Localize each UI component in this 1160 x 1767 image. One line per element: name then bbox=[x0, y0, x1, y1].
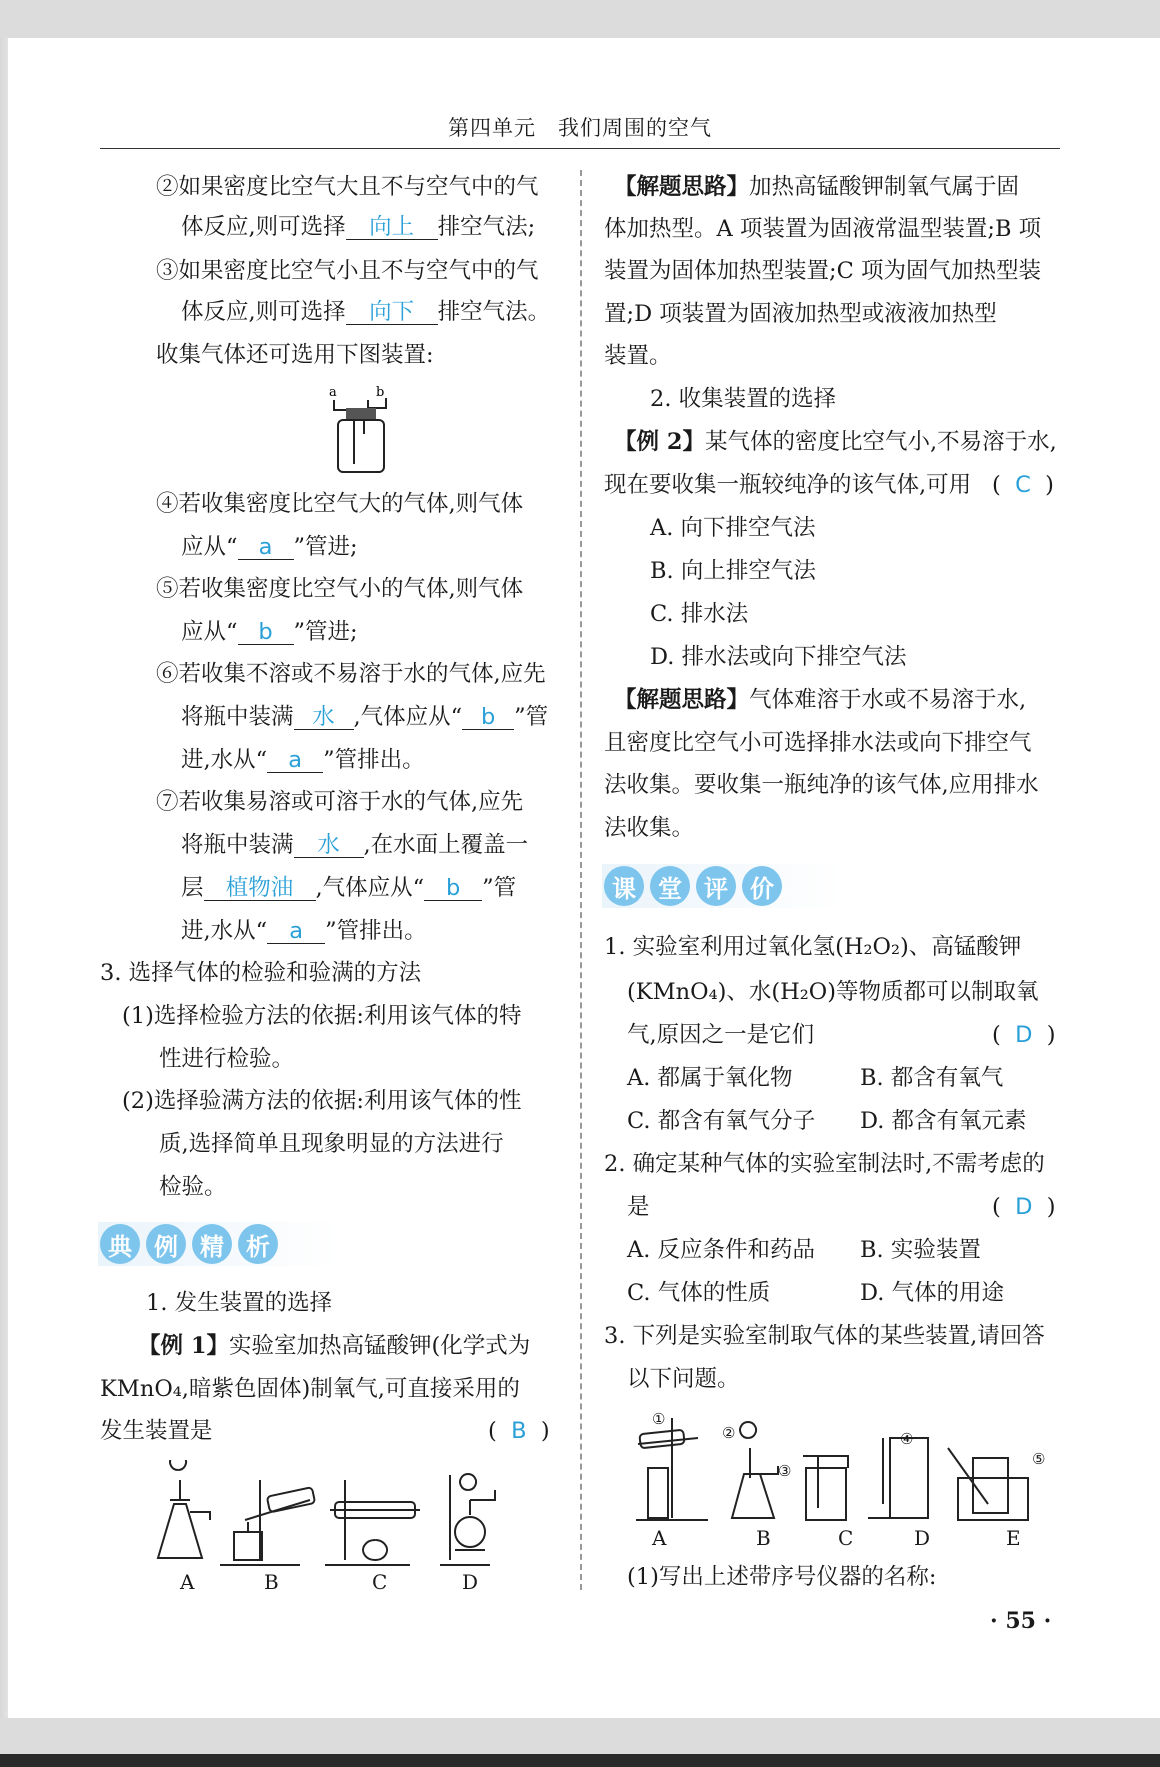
text-line: (1)选择检验方法的依据:利用该气体的特 bbox=[122, 1003, 522, 1029]
figure-label: C bbox=[838, 1526, 854, 1550]
text-line: ④若收集密度比空气大的气体,则气体 bbox=[156, 491, 524, 517]
answer-blank: a bbox=[267, 748, 323, 773]
text-line: 【例 1】实验室加热高锰酸钾(化学式为 bbox=[138, 1333, 531, 1359]
option: A. 向下排空气法 bbox=[650, 515, 816, 541]
text-line: 质,选择简单且现象明显的方法进行 bbox=[159, 1131, 504, 1157]
text-line: 【例 2】某气体的密度比空气小,不易溶于水, bbox=[614, 429, 1057, 455]
option: D. 都含有氧元素 bbox=[860, 1108, 1027, 1134]
answer-blank: 向上 bbox=[346, 215, 438, 240]
figure-label: A bbox=[652, 1526, 667, 1550]
text-line: 进,水从“ a ”管排出。 bbox=[181, 918, 427, 944]
text-line: 发生装置是 bbox=[100, 1418, 213, 1444]
banner-char: 例 bbox=[146, 1224, 186, 1264]
page-header: 第四单元 我们周围的空气 bbox=[448, 116, 712, 140]
text-line: 将瓶中装满 水 ,在水面上覆盖一 bbox=[181, 832, 529, 858]
banner-char: 精 bbox=[192, 1224, 232, 1264]
text-line: 体反应,则可选择 向上 排空气法; bbox=[181, 214, 536, 240]
text-line: 性进行检验。 bbox=[159, 1046, 295, 1072]
banner-char: 评 bbox=[696, 866, 736, 906]
text-line: 法收集。 bbox=[604, 815, 695, 841]
text-line: 将瓶中装满 水 ,气体应从“ b ”管 bbox=[181, 704, 549, 730]
question-text: (1)写出上述带序号仪器的名称: bbox=[627, 1564, 937, 1590]
question-text: 以下问题。 bbox=[627, 1366, 740, 1392]
question-text: 2. 确定某种气体的实验室制法时,不需考虑的 bbox=[604, 1151, 1045, 1177]
figure-label: D bbox=[914, 1526, 931, 1550]
section-banner-examples bbox=[98, 1222, 338, 1266]
option: D. 气体的用途 bbox=[860, 1280, 1005, 1306]
text-line: 检验。 bbox=[159, 1174, 227, 1200]
apparatus-marker: ③ bbox=[778, 1462, 792, 1480]
banner-char: 析 bbox=[238, 1224, 278, 1264]
subsection-heading: 1. 发生装置的选择 bbox=[146, 1290, 333, 1316]
question-text: 3. 下列是实验室制取气体的某些装置,请回答 bbox=[604, 1323, 1045, 1349]
page-number: · 55 · bbox=[990, 1608, 1052, 1634]
lab-apparatus-figure bbox=[628, 1408, 1048, 1528]
figure-label: D bbox=[462, 1570, 479, 1594]
subsection-heading: 2. 收集装置的选择 bbox=[650, 386, 837, 412]
bottle-label-a: a bbox=[329, 385, 337, 400]
answer-paren: ( C ) bbox=[992, 472, 1054, 498]
text-line: ⑤若收集密度比空气小的气体,则气体 bbox=[156, 576, 524, 602]
gas-bottle-figure bbox=[320, 384, 400, 474]
banner-char: 价 bbox=[742, 866, 782, 906]
figure-label: B bbox=[756, 1526, 771, 1550]
banner-char: 典 bbox=[100, 1224, 140, 1264]
column-divider bbox=[580, 170, 582, 1590]
section-heading: 3. 选择气体的检验和验满的方法 bbox=[100, 960, 422, 986]
text-line: 装置。 bbox=[604, 343, 672, 369]
answer-blank: 水 bbox=[294, 833, 364, 858]
figure-label: E bbox=[1006, 1526, 1021, 1550]
figure-label: C bbox=[372, 1570, 388, 1594]
answer-paren: ( B ) bbox=[488, 1418, 550, 1444]
answer-blank: b bbox=[238, 620, 294, 645]
text-line: 法收集。要收集一瓶纯净的该气体,应用排水 bbox=[604, 772, 1039, 798]
generation-apparatus-figure bbox=[150, 1460, 510, 1570]
text-line: 【解题思路】气体难溶于水或不易溶于水, bbox=[614, 687, 1027, 713]
answer-paren: ( D ) bbox=[992, 1194, 1056, 1220]
banner-char: 堂 bbox=[650, 866, 690, 906]
answer-paren: ( D ) bbox=[992, 1022, 1056, 1048]
text-line: 应从“ b ”管进; bbox=[181, 619, 358, 645]
text-line: 收集气体还可选用下图装置: bbox=[156, 342, 434, 368]
text-line: 体加热型。A 项装置为固液常温型装置;B 项 bbox=[604, 216, 1042, 242]
section-banner-evaluation bbox=[602, 864, 842, 908]
answer-blank: b bbox=[424, 876, 482, 901]
option: D. 排水法或向下排空气法 bbox=[650, 644, 907, 670]
text-line: KMnO₄,暗紫色固体)制氧气,可直接采用的 bbox=[100, 1376, 520, 1402]
answer-blank: 植物油 bbox=[204, 876, 316, 901]
text-line: 【解题思路】加热高锰酸钾制氧气属于固 bbox=[614, 174, 1020, 200]
answer-blank: a bbox=[267, 919, 325, 944]
option: C. 都含有氧气分子 bbox=[627, 1108, 816, 1134]
answer-blank: b bbox=[462, 705, 514, 730]
question-text: 1. 实验室利用过氧化氢(H₂O₂)、高锰酸钾 bbox=[604, 934, 1022, 960]
text-line: 层 植物油 ,气体应从“ b ”管 bbox=[181, 875, 517, 901]
text-line: (2)选择验满方法的依据:利用该气体的性 bbox=[122, 1088, 522, 1114]
text-line: 应从“ a ”管进; bbox=[181, 534, 358, 560]
apparatus-marker: ② bbox=[722, 1424, 736, 1442]
text-line: 体反应,则可选择 向下 排空气法。 bbox=[181, 299, 551, 325]
option: B. 向上排空气法 bbox=[650, 558, 816, 584]
banner-char: 课 bbox=[604, 866, 644, 906]
text-line: 且密度比空气小可选择排水法或向下排空气 bbox=[604, 730, 1032, 756]
question-text: 是 bbox=[627, 1194, 650, 1220]
header-rule bbox=[100, 148, 1060, 149]
bottom-bar bbox=[0, 1754, 1160, 1767]
option: C. 气体的性质 bbox=[627, 1280, 771, 1306]
apparatus-marker: ① bbox=[652, 1410, 666, 1428]
apparatus-marker: ⑤ bbox=[1032, 1450, 1046, 1468]
question-text: 气,原因之一是它们 bbox=[627, 1022, 815, 1048]
answer-blank: a bbox=[238, 535, 294, 560]
text-line: ⑥若收集不溶或不易溶于水的气体,应先 bbox=[156, 661, 546, 687]
option: B. 实验装置 bbox=[860, 1237, 981, 1263]
answer-blank: 水 bbox=[294, 705, 354, 730]
text-line: 进,水从“ a ”管排出。 bbox=[181, 747, 425, 773]
option: A. 都属于氧化物 bbox=[627, 1065, 793, 1091]
answer-blank: 向下 bbox=[346, 300, 438, 325]
text-line: 装置为固体加热型装置;C 项为固气加热型装 bbox=[604, 258, 1041, 284]
figure-label: B bbox=[264, 1570, 279, 1594]
apparatus-marker: ④ bbox=[900, 1430, 914, 1448]
text-line: ③如果密度比空气小且不与空气中的气 bbox=[156, 258, 539, 284]
option: C. 排水法 bbox=[650, 601, 749, 627]
text-line: 置;D 项装置为固液加热型或液液加热型 bbox=[604, 301, 997, 327]
question-text: (KMnO₄)、水(H₂O)等物质都可以制取氧 bbox=[627, 979, 1039, 1005]
figure-label: A bbox=[180, 1570, 195, 1594]
text-line: ⑦若收集易溶或可溶于水的气体,应先 bbox=[156, 789, 524, 815]
option: B. 都含有氧气 bbox=[860, 1065, 1004, 1091]
text-line: ②如果密度比空气大且不与空气中的气 bbox=[156, 174, 539, 200]
bottle-label-b: b bbox=[376, 385, 385, 400]
option: A. 反应条件和药品 bbox=[627, 1237, 816, 1263]
text-line: 现在要收集一瓶较纯净的该气体,可用 bbox=[604, 472, 972, 498]
